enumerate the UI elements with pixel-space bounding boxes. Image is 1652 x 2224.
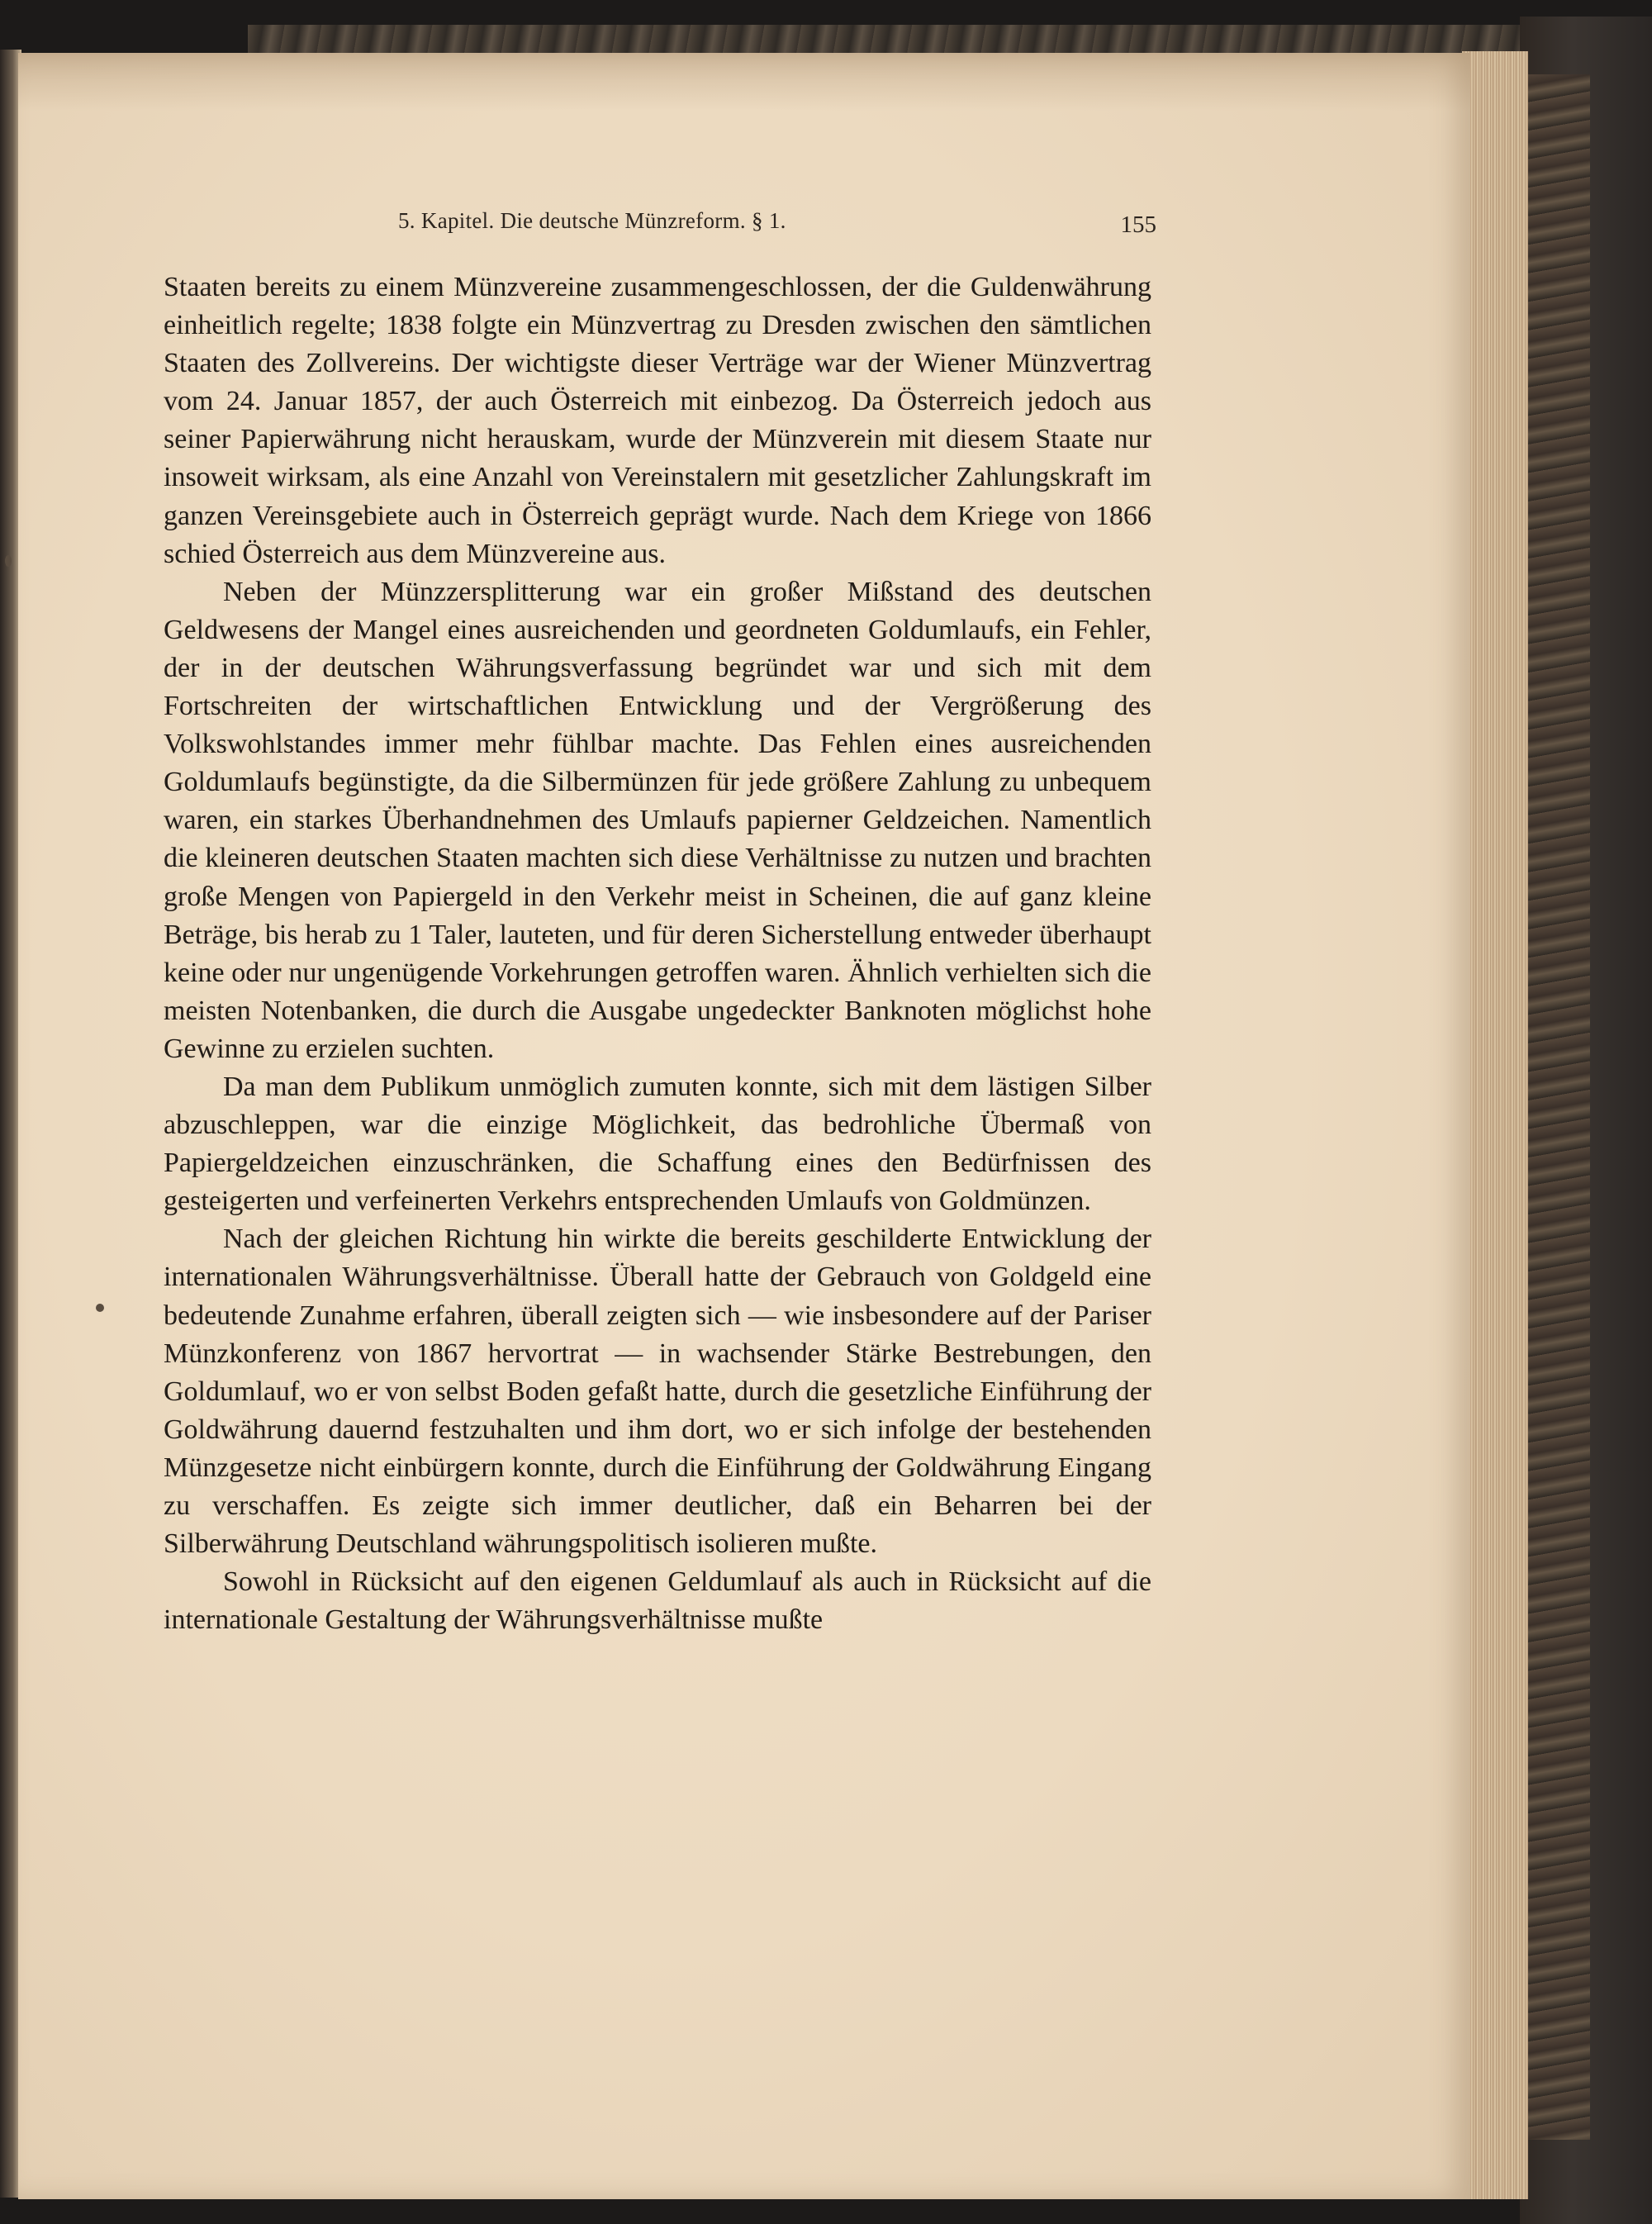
paragraph: Staaten bereits zu einem Münzvereine zusammengeschlossen, der die Guldenwährung einheitlich regelte; 1838 folgte ein Münzvertrag zu Dresden zwischen den sämtlichen Staaten des Zollvereins. Der wichtigste dieser Verträge war der Wiener Münzvertrag vom 24. Januar 1857, der auch Österreich mit einbezog. Da Österreich jedoch aus seiner Papierwährung nicht herauskam, wurde der Münzverein mit diesem Staate nur insoweit wirksam, als eine Anzahl von Vereinstalern mit gesetzlicher Zahlungskraft im ganzen Vereinsgebiete auch in Österreich geprägt wurde. Nach dem Kriege von 1866 schied Österreich aus dem Münzvereine aus.: [164, 272, 1151, 569]
body-text: [164, 268, 1151, 1639]
page-number: 155: [1120, 211, 1156, 238]
running-head: 5. Kapitel. Die deutsche Münzreform. § 1.: [398, 208, 786, 233]
paragraph: Neben der Münzzersplitterung war ein großer Mißstand des deutschen Geldwesens der Mangel eines ausreichenden und geordneten Goldumlaufs, ein Fehler, der in der deutschen Währungsverfassung begründet war und sich mit dem Fortschreiten der wirtschaftlichen Entwicklung und der Vergrößerung des Volkswohlstandes immer mehr fühlbar machte. Das Fehlen eines ausreichenden Goldumlaufs begünstigte, da die Silbermünzen für jede größere Zahlung zu unbequem waren, ein starkes Überhandnehmen des Umlaufs papierner Geldzeichen. Namentlich die kleineren deutschen Staaten machten sich diese Verhältnisse zu nutzen und brachten große Mengen von Papiergeld in den Verkehr meist in Scheinen, die auf ganz kleine Beträge, bis herab zu 1 Taler, lauteten, und für deren Sicherstellung entweder überhaupt keine oder nur ungenügende Vorkehrungen getroffen waren. Ähnlich verhielten sich die meisten Notenbanken, die durch die Ausgabe ungedeckter Banknoten möglichst hohe Gewinne zu erzielen suchten.: [164, 576, 1151, 1064]
paragraph: Nach der gleichen Richtung hin wirkte die bereits geschilderte Entwicklung der internationalen Währungsverhältnisse. Überall hatte der Gebrauch von Goldgeld eine bedeutende Zunahme erfahren, überall zeigten sich — wie insbesondere auf der Pariser Münzkonferenz von 1867 hervortrat — in wachsender Stärke Bestrebungen, den Goldumlauf, wo er von selbst Boden gefaßt hatte, durch die gesetzliche Einführung der Goldwährung dauernd festzuhalten und ihm dort, wo er sich infolge der bestehenden Münzgesetze nicht einbürgern konnte, durch die Einführung der Goldwährung Eingang zu verschaffen. Es zeigte sich immer deutlicher, daß ein Beharren bei der Silberwährung Deutschland währungspolitisch isolieren mußte.: [164, 1224, 1151, 1560]
ink-speck: [5, 555, 12, 567]
ink-speck: [96, 1304, 104, 1312]
paragraph: Da man dem Publikum unmöglich zumuten konnte, sich mit dem lästigen Silber abzuschleppen, war die einzige Möglichkeit, das bedrohliche Übermaß von Papiergeldzeichen einzuschränken, die Schaffung eines den Bedürfnissen des gesteigerten und verfeinerten Verkehrs entsprechenden Umlaufs von Goldmünzen.: [164, 1071, 1151, 1217]
marbled-cover-spine: [1524, 74, 1590, 2140]
page-block-edges: [1462, 51, 1528, 2199]
paragraph: Sowohl in Rücksicht auf den eigenen Geldumlauf als auch in Rücksicht auf die internationale Gestaltung der Währungsverhältnisse mußte: [164, 1566, 1151, 1636]
page-top-shading: [18, 53, 1470, 111]
